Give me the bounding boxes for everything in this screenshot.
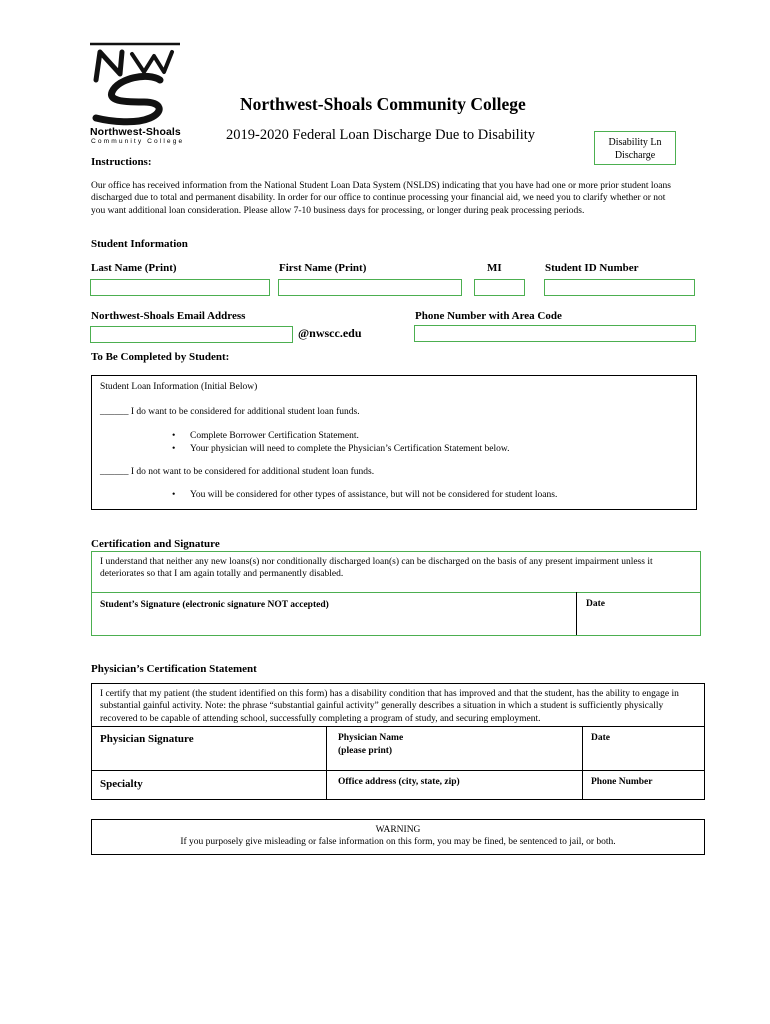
last-name-field[interactable] [90,279,270,296]
phone-field[interactable] [414,325,696,342]
college-name: Northwest-Shoals Community College [240,94,526,114]
certification-heading: Certification and Signature [91,538,220,550]
physician-name-label[interactable]: Physician Name [338,733,404,743]
student-id-label: Student ID Number [545,262,639,274]
first-name-label: First Name (Print) [279,262,367,274]
email-field[interactable] [90,326,293,343]
student-id-field[interactable] [544,279,695,296]
no-bullets [172,489,557,502]
student-date-label[interactable]: Date [586,599,605,609]
physician-name-sub: (please print) [338,746,393,756]
phone-label: Phone Number with Area Code [415,310,562,322]
instructions-text: Our office has received information from the National Student Loan Data System (NSLDS) indicating that you have had one or more prior student loans discharged due to total and permanent disability. In order for our office to continue processing your financial aid, we need you to clarify whether or not you want additional loan consideration. Please allow 7-10 business days for processing, or longer during peak processing periods. [91,181,671,216]
warning-box [91,819,705,855]
logo-subtitle: Community College [91,138,185,145]
physician-box [91,683,705,800]
specialty-label[interactable]: Specialty [100,778,143,790]
loan-info-title: Student Loan Information (Initial Below) [100,382,258,392]
first-name-field[interactable] [278,279,462,296]
option-no[interactable]: ______ I do not want to be considered for additional student loan funds. [100,467,375,477]
certification-box [91,551,701,636]
physician-signature-label[interactable]: Physician Signature [100,733,194,745]
last-name-label: Last Name (Print) [91,262,177,274]
warning-text: If you purposely give misleading or false information on this form, you may be fined, be sentenced to jail, or both. [180,837,616,848]
physician-date-label[interactable]: Date [591,733,610,743]
email-domain: @nwscc.edu [298,326,362,340]
form-title: 2019-2020 Federal Loan Discharge Due to Disability [226,127,535,143]
instructions-heading: Instructions: [91,156,152,168]
student-loan-info-box [91,375,697,510]
office-address-label[interactable]: Office address (city, state, zip) [338,777,460,787]
warning-title: WARNING [375,825,421,835]
logo-name: Northwest-Shoals [90,126,181,138]
nw-logo-icon [88,42,183,127]
list-item: • Your physician will need to complete the Physician’s Certification Statement below. [172,443,510,456]
student-signature-label[interactable]: Student’s Signature (electronic signature NOT accepted) [100,600,329,610]
certification-text: I understand that neither any new loans(s) nor conditionally discharged loan(s) can be discharged on the basis of any present impairment unless it deteriorates so that I am again totally and permanently disabled. [100,557,653,580]
list-item: • You will be considered for other types of assistance, but will not be considered for student loans. [172,489,557,502]
student-section-heading: To Be Completed by Student: [91,351,230,363]
list-item: • Complete Borrower Certification Statement. [172,430,510,443]
physician-phone-label[interactable]: Phone Number [591,777,653,787]
email-label: Northwest-Shoals Email Address [91,310,246,322]
yes-bullets [172,430,510,456]
mi-field[interactable] [474,279,525,296]
physician-heading: Physician’s Certification Statement [91,663,257,675]
physician-text: I certify that my patient (the student identified on this form) has a disability condition that has improved and that the student, has the ability to engage in substantial gainful activity. Note: the phrase “substantial gainful activity” generally describes a situation in which a student is sufficiently physically recovered to be capable of attending school, successfully completing a program of study, and securing employment. [100,689,679,724]
mi-label: MI [487,262,502,274]
option-yes[interactable]: ______ I do want to be considered for additional student loan funds. [100,407,360,417]
student-info-heading: Student Information [91,238,188,250]
form-tag: Disability Ln Discharge [594,131,676,165]
